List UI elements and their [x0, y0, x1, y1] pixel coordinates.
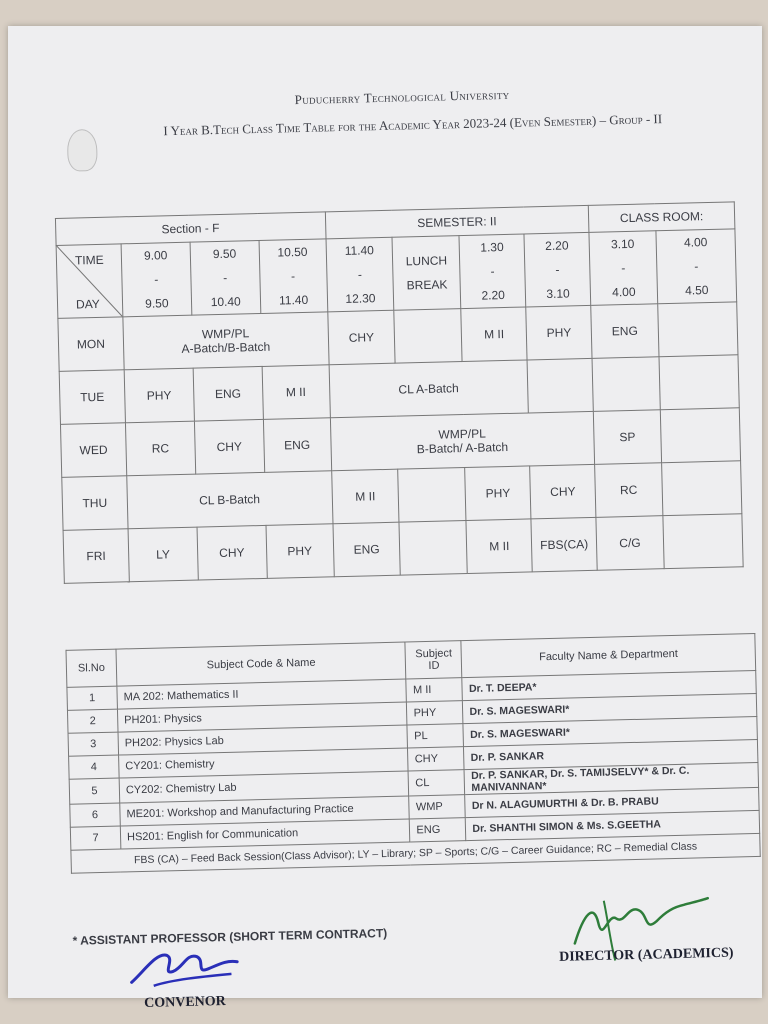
header-faculty: Faculty Name & Department [461, 633, 755, 677]
period-cell: M II [466, 519, 532, 574]
period-cell: CL B-Batch [127, 471, 333, 529]
university-name: Puducherry Technological University [294, 86, 510, 108]
period-cell: RC [595, 463, 663, 518]
day-cell: FRI [63, 529, 129, 584]
period-cell [527, 358, 593, 413]
period-cell [663, 514, 743, 569]
convenor-signature-icon [123, 940, 244, 993]
footnote: * ASSISTANT PROFESSOR (SHORT TERM CONTRACT) [72, 926, 388, 948]
subject-id: M II [406, 678, 463, 702]
period-cell: CL A-Batch [329, 360, 529, 418]
faculty-name: Dr. P. SANKAR [464, 739, 758, 769]
period-cell: PHY [124, 368, 194, 423]
period-cell: CHY [197, 525, 267, 580]
period-cell: ENG [333, 522, 401, 577]
subject-name: CY201: Chemistry [119, 748, 409, 778]
period-cell: RC [125, 421, 195, 476]
day-label: DAY [75, 296, 101, 312]
header-subject-name: Subject Code & Name [116, 642, 406, 686]
time-slot-1: 9.00 - 9.50 [121, 242, 192, 317]
timetable-document [52, 81, 752, 1012]
period-cell: CHY [327, 310, 395, 365]
sl-no: 1 [67, 686, 118, 710]
faculty-name: Dr. S. MAGESWARI* [463, 693, 757, 723]
period-cell: WMP/PL B-Batch/ A-Batch [330, 411, 595, 470]
header-sl-no: Sl.No [66, 649, 117, 687]
document-title: I Year B.Tech Class Time Table for the Academic Year 2023-24 (Even Semester) – Group - II [163, 111, 663, 139]
period-cell: LY [128, 527, 198, 582]
subject-name: ME201: Workshop and Manufacturing Practice [120, 796, 410, 826]
section-label: Section - F [55, 212, 325, 246]
faculty-name: Dr. S. MAGESWARI* [463, 716, 757, 746]
period-cell: PHY [266, 524, 334, 579]
time-slot-2: 9.50 - 10.40 [190, 240, 261, 315]
period-cell: CHY [530, 464, 596, 519]
sl-no: 4 [69, 755, 120, 779]
faculty-name: Dr. SHANTHI SIMON & Ms. S.GEETHA [466, 810, 760, 840]
sl-no: 6 [70, 803, 121, 827]
abbreviation-legend: FBS (CA) – Feed Back Session(Class Advisor); LY – Library; SP – Sports; C/G – Career Guidance; RC – Remedial Class [71, 833, 760, 873]
subject-id: CHY [408, 747, 465, 771]
time-slot-9: 4.00 - 4.50 [656, 229, 737, 304]
day-cell: TUE [59, 370, 125, 425]
period-cell: PHY [526, 305, 592, 360]
period-cell: CHY [194, 419, 264, 474]
subject-name: PH201: Physics [117, 702, 407, 732]
period-cell: M II [461, 307, 527, 362]
period-cell: M II [262, 365, 330, 420]
subject-name: MA 202: Mathematics II [117, 679, 407, 709]
period-cell: ENG [193, 366, 263, 421]
day-cell: THU [62, 476, 128, 531]
sl-no: 2 [67, 709, 118, 733]
semester-label: SEMESTER: II [325, 205, 589, 238]
sl-no: 3 [68, 732, 119, 756]
period-cell [659, 355, 739, 410]
period-cell [658, 302, 738, 357]
faculty-name: Dr. T. DEEPA* [462, 670, 756, 700]
header-subject-id: Subject ID [405, 641, 462, 679]
period-cell: SP [593, 410, 661, 465]
period-cell: PHY [465, 466, 531, 521]
period-cell: C/G [596, 516, 664, 571]
sl-no: 5 [69, 778, 120, 804]
subject-id: ENG [410, 818, 467, 842]
period-cell: ENG [591, 304, 659, 359]
class-room-label: CLASS ROOM: [588, 202, 735, 233]
period-cell [661, 461, 741, 516]
period-cell [592, 357, 660, 412]
lunch-break: LUNCH BREAK [392, 236, 461, 311]
lunch-cell [394, 309, 462, 364]
faculty-name: Dr N. ALAGUMURTHI & Dr. B. PRABU [465, 787, 759, 817]
subject-id: WMP [409, 795, 466, 819]
director-label: DIRECTOR (ACADEMICS) [558, 945, 734, 965]
time-slot-7: 2.20 - 3.10 [524, 232, 591, 307]
period-cell: FBS(CA) [531, 517, 597, 572]
sl-no: 7 [70, 826, 121, 850]
subject-id: PHY [407, 701, 464, 725]
time-slot-6: 1.30 - 2.20 [459, 234, 526, 309]
time-label: TIME [74, 252, 104, 268]
faculty-name: Dr. P. SANKAR, Dr. S. TAMIJSELVY* & Dr. C. MANIVANNAN* [465, 762, 759, 794]
subject-id: CL [409, 770, 466, 796]
period-cell: WMP/PL A-Batch/B-Batch [123, 312, 329, 370]
day-cell: MON [58, 317, 124, 372]
day-cell: WED [60, 423, 126, 478]
period-cell: M II [331, 469, 399, 524]
lunch-cell [398, 468, 466, 523]
subject-name: HS201: English for Communication [120, 819, 410, 849]
lunch-cell [399, 521, 467, 576]
time-slot-3: 10.50 - 11.40 [259, 239, 328, 314]
period-cell: ENG [263, 418, 331, 473]
subject-id: PL [407, 724, 464, 748]
period-cell [660, 408, 740, 463]
time-slot-4: 11.40 - 12.30 [326, 237, 395, 312]
time-day-header [56, 244, 123, 319]
subject-name: PH202: Physics Lab [118, 725, 408, 755]
document-page [8, 26, 762, 1012]
time-slot-8: 3.10 - 4.00 [589, 231, 658, 306]
subject-name: CY202: Chemistry Lab [119, 771, 409, 803]
subject-faculty-table [65, 633, 760, 874]
convenor-label: CONVENOR [143, 994, 226, 1012]
class-timetable [55, 201, 744, 584]
